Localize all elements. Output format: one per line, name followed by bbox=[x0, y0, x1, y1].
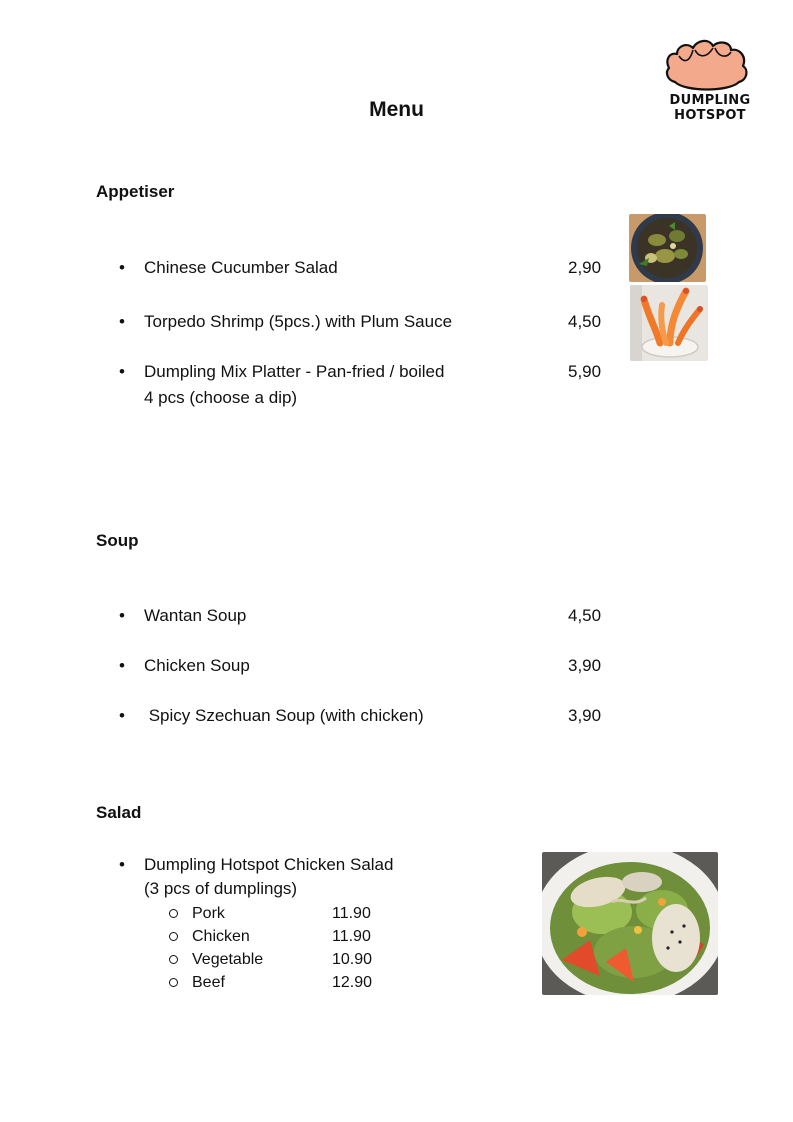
bullet: • bbox=[119, 706, 125, 725]
menu-item-name: Wantan Soup bbox=[144, 606, 247, 625]
menu-item-name: Dumpling Hotspot Chicken Salad bbox=[144, 855, 394, 874]
bullet: • bbox=[119, 258, 125, 277]
menu-item-price: 3,90 bbox=[568, 656, 602, 675]
logo-line1: DUMPLING bbox=[669, 93, 751, 108]
torpedo-shrimp-photo bbox=[630, 285, 708, 361]
sub-bullet bbox=[169, 978, 178, 987]
menu-item-price: 5,90 bbox=[568, 362, 602, 381]
menu-item-name: Torpedo Shrimp (5pcs.) with Plum Sauce bbox=[144, 312, 453, 331]
section-heading-soup: Soup bbox=[96, 531, 139, 550]
cucumber-salad-photo bbox=[629, 214, 706, 282]
sub-bullet bbox=[169, 955, 178, 964]
menu-item-name-continued: (3 pcs of dumplings) bbox=[144, 879, 298, 898]
menu-item-name: Dumpling Mix Platter - Pan-fried / boiled bbox=[144, 362, 445, 381]
page-title: Menu bbox=[369, 98, 424, 121]
menu-item-price: 2,90 bbox=[568, 258, 602, 277]
bullet: • bbox=[119, 855, 125, 874]
menu-item-price: 4,50 bbox=[568, 606, 602, 625]
menu-item-name: Chicken Soup bbox=[144, 656, 250, 675]
option-price: 10.90 bbox=[332, 951, 373, 968]
menu-item-name: Chinese Cucumber Salad bbox=[144, 258, 338, 277]
menu-item-price: 3,90 bbox=[568, 706, 602, 725]
sub-bullet bbox=[169, 909, 178, 918]
logo-line2: HOTSPOT bbox=[674, 108, 746, 123]
section-heading-salad: Salad bbox=[96, 803, 142, 822]
sub-bullet bbox=[169, 932, 178, 941]
bullet: • bbox=[119, 656, 125, 675]
option-price: 11.90 bbox=[332, 928, 371, 945]
menu-item-name: Spicy Szechuan Soup (with chicken) bbox=[144, 706, 424, 725]
menu-item-price: 4,50 bbox=[568, 312, 602, 331]
option-price: 12.90 bbox=[332, 974, 373, 991]
bullet: • bbox=[119, 312, 125, 331]
option-price: 11.90 bbox=[332, 905, 371, 922]
option-name: Vegetable bbox=[192, 951, 264, 968]
chicken-salad-photo bbox=[542, 852, 718, 995]
bullet: • bbox=[119, 606, 125, 625]
option-name: Beef bbox=[192, 974, 225, 991]
option-name: Chicken bbox=[192, 928, 250, 945]
option-name: Pork bbox=[192, 905, 225, 922]
menu-item-name-continued: 4 pcs (choose a dip) bbox=[144, 388, 298, 407]
section-heading-appetiser: Appetiser bbox=[96, 182, 175, 201]
bullet: • bbox=[119, 362, 125, 381]
dumpling-logo-icon bbox=[663, 38, 751, 92]
